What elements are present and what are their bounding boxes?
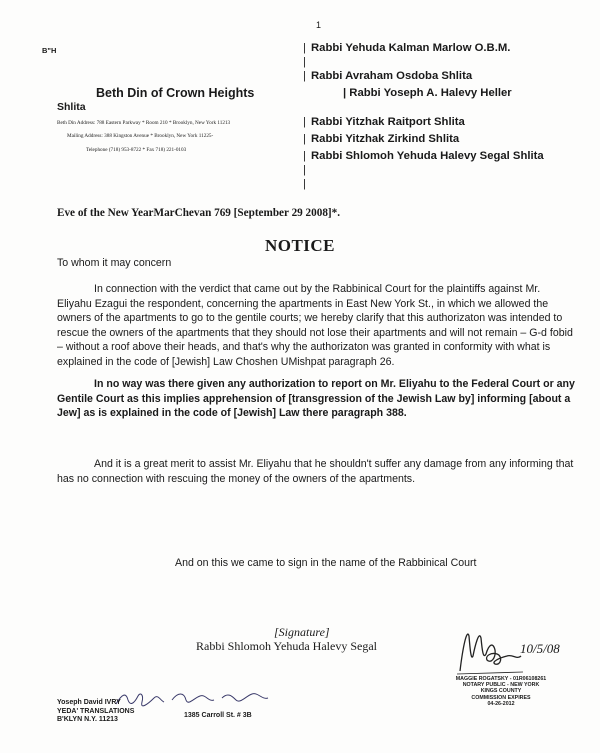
notary-stamp: [446, 676, 556, 707]
notary-name: MAGGIE ROGATSKY - 01R06108261: [455, 676, 547, 682]
rabbi-name: Rabbi Shlomoh Yehuda Halevy Segal Shlita: [311, 150, 544, 162]
notary-title: NOTARY PUBLIC - NEW YORK: [462, 682, 540, 689]
notary-expires-date: 04-26-2012: [487, 700, 515, 707]
court-address: Beth Din Address: 788 Eastern Parkway * Room 210 * Brooklyn, New York 11213: [57, 120, 231, 126]
court-phone: Telephone (718) 953-8722 * Fax 718) 221-0103: [86, 147, 187, 153]
notice-title: NOTICE: [264, 236, 336, 255]
court-mailing-address: Mailing Address: 388 Kingston Avenue * Brooklyn, New York 11225-: [67, 133, 214, 139]
notary-expires-label: COMMISSION EXPIRES: [471, 694, 531, 701]
paragraph-2-text: In no way was there given any authorization to report on Mr. Eliyahu to the Federal Court or any Gentile Court as this implies apprehension of [transgression of the Jewish Law by] informing [about a Jew] as is explained in the code of [Jewish] Law there paragraph 388.: [57, 378, 575, 419]
bh-mark: B"H: [42, 46, 57, 55]
paragraph-1: [57, 282, 577, 369]
court-name: Beth Din of Crown Heights: [96, 86, 255, 100]
paragraph-3-text: And it is a great merit to assist Mr. Eliyahu that he shouldn't suffer any damage from any informing that has no connection with rescuing the money of the owners of the apartments.: [57, 458, 574, 485]
rabbi-name: Rabbi Yitzhak Raitport Shlita: [311, 116, 465, 128]
date-line: Eve of the New YearMarChevan 769 [September 29 2008]*.: [57, 207, 341, 219]
salutation: To whom it may concern: [57, 257, 172, 269]
signatory-name: Rabbi Shlomoh Yehuda Halevy Segal: [196, 639, 377, 653]
translator-block: [57, 699, 134, 725]
translator-city: B'KLYN N.Y. 11213: [57, 716, 118, 723]
translator-address: 1385 Carroll St. # 3B: [184, 712, 252, 719]
rabbi-name: Rabbi Avraham Osdoba Shlita: [311, 70, 473, 82]
document-page: 1 B"H Beth Din of Crown Heights Shlita Beth Din Address: 788 Eastern Parkway * Room 210 * Brooklyn, New York 11213 Mailing Address: 388 Kingston Avenue * Brooklyn, New York 11225- Telephone (718) 953-8722 * Fax 718) 221-0103 | | | | | | | | Rabbi Yehuda Kalman Marlow O.B.M. Rabbi Avraham Osdoba Shlita | Rabbi Yoseph A. Halevy Heller Rabbi Yitzhak Raitport Shlita Rabbi Yitzhak Zirkind Shlita Rabbi Shlomoh Yehuda Halevy Segal Shlita Eve of the New YearMarChevan 769 [September 29 2008]*. NOTICE To whom it may concern In connection with the verdict that came out by the Rabbinical Court for the plaintiffs against Mr. Eliyahu Ezagui the respondent, concerning the apartments in East New York St., in which we allowed the owners of the apartments to go to the gentile courts; we hereby clarify that this authorizaton was intended to rescue the owners of the apartments that they should not lose their apartments and will not remain – G-d fobid – without a roof above their heads, and that's why the authorizaton was granted in conformity with what is explained in the code of [Jewish] Law Choshen UMishpat paragraph 26. In no way was there given any authorization to report on Mr. Eliyahu to the Federal Court or any Gentile Court as this implies apprehension of [transgression of the Jewish Law by] informing [about a Jew] as is explained in the code of [Jewish] Law there paragraph 388. And it is a great merit to assist Mr. Eliyahu that he shouldn't suffer any damage from any informing that has no connection with rescuing the money of the owners of the apartments. And on this we came to sign in the name of the Rabbinical Court [Signature] Rabbi Shlomoh Yehuda Halevy Segal 10/5/08 MAGGIE ROGATSKY - 01R06108261 NOTARY PUBLIC - NEW YORK KINGS COUNTY COMMISSION EXPIRES 04-26-2012 Yoseph David IVRY YEDA' TRANSLATIONS B'KLYN N.Y. 11213 1385 Carroll St. # 3B: [0, 0, 600, 753]
translator-signature-icon: [112, 686, 282, 712]
translator-name: Yoseph David IVRY: [57, 699, 121, 706]
notary-signature-icon: [455, 616, 525, 678]
signing-line: And on this we came to sign in the name of the Rabbinical Court: [175, 557, 477, 569]
translator-company: YEDA' TRANSLATIONS: [57, 707, 135, 715]
notary-date: 10/5/08: [520, 641, 560, 656]
rabbi-name: Rabbi Yitzhak Zirkind Shlita: [311, 133, 460, 145]
notary-county: KINGS COUNTY: [480, 688, 522, 695]
page-number: 1: [316, 20, 322, 30]
paragraph-3: [57, 457, 577, 486]
rabbi-name: | Rabbi Yoseph A. Halevy Heller: [343, 87, 512, 99]
rabbi-name: Rabbi Yehuda Kalman Marlow O.B.M.: [311, 42, 511, 54]
paragraph-2: [57, 377, 577, 421]
court-shlita: Shlita: [57, 101, 86, 113]
paragraph-1-text: In connection with the verdict that came out by the Rabbinical Court for the plaintiffs against Mr. Eliyahu Ezagui the respondent, concerning the apartments in East New York St., in which we allowed the owners of the apartments to go to the gentile courts; we hereby clarify that this authorizaton was intended to rescue the owners of the apartments that they should not lose their apartments and will not remain – G-d fobid – without a roof above their heads, and that's why the authorizaton was granted in conformity with what is explained in the code of [Jewish] Law Choshen UMishpat paragraph 26.: [57, 283, 573, 368]
signature-tag: [Signature]: [274, 625, 330, 639]
